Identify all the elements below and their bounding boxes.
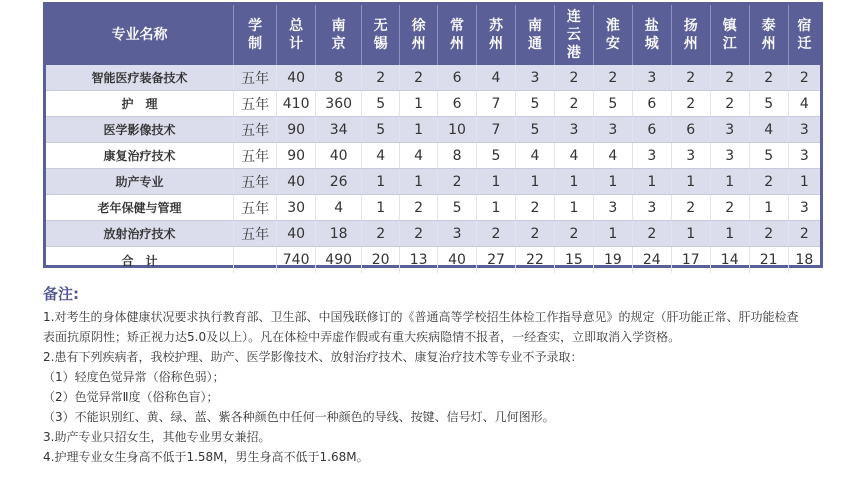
table-cell: 2 bbox=[710, 65, 749, 91]
header-major-name: 专业名称 bbox=[46, 5, 234, 65]
major-name-cell: 老年保健与管理 bbox=[46, 195, 234, 221]
table-cell: 1 bbox=[788, 169, 820, 195]
note-line: 表面抗原阴性；矫正视力达5.0及以上）。凡在体检中弄虚作假或有重大疾病隐情不报者，一经查实，立即取消入学资格。 bbox=[43, 330, 681, 344]
table-cell: 5 bbox=[515, 117, 554, 143]
table-cell: 3 bbox=[710, 143, 749, 169]
table-cell: 3 bbox=[593, 195, 632, 221]
total-cell: 490 bbox=[316, 247, 362, 274]
total-cell: 17 bbox=[671, 247, 710, 274]
table-cell: 6 bbox=[632, 117, 671, 143]
table-cell: 五年 bbox=[234, 65, 277, 91]
table-cell: 40 bbox=[277, 65, 316, 91]
table-cell: 4 bbox=[593, 143, 632, 169]
table-cell: 7 bbox=[477, 91, 516, 117]
table-cell: 3 bbox=[515, 65, 554, 91]
table-cell: 五年 bbox=[234, 117, 277, 143]
table-row bbox=[46, 117, 820, 143]
table-cell: 五年 bbox=[234, 143, 277, 169]
major-name-cell: 护 理 bbox=[46, 91, 234, 117]
table-cell: 1 bbox=[554, 195, 593, 221]
header-column: 徐 州 bbox=[400, 5, 438, 65]
table-row bbox=[46, 143, 820, 169]
table-cell: 3 bbox=[438, 221, 477, 247]
table-cell: 4 bbox=[554, 143, 593, 169]
table-cell: 4 bbox=[788, 91, 820, 117]
table-cell: 8 bbox=[316, 65, 362, 91]
major-name-cell: 助产专业 bbox=[46, 169, 234, 195]
table-cell: 1 bbox=[400, 169, 438, 195]
table-row bbox=[46, 65, 820, 91]
table-cell: 2 bbox=[710, 195, 749, 221]
total-cell: 18 bbox=[795, 252, 814, 268]
table-cell: 1 bbox=[554, 169, 593, 195]
header-column: 南 京 bbox=[316, 5, 362, 65]
table-cell: 4 bbox=[515, 143, 554, 169]
total-cell: 21 bbox=[749, 247, 788, 274]
header-column: 盐 城 bbox=[632, 5, 671, 65]
table-cell: 2 bbox=[671, 195, 710, 221]
table-cell: 2 bbox=[477, 221, 516, 247]
table-cell: 2 bbox=[632, 221, 671, 247]
table-cell: 5 bbox=[362, 91, 400, 117]
total-cell: 14 bbox=[710, 247, 749, 274]
table-cell: 30 bbox=[277, 195, 316, 221]
table-cell: 2 bbox=[593, 65, 632, 91]
table-cell: 2 bbox=[438, 169, 477, 195]
table-cell: 1 bbox=[400, 117, 438, 143]
table-cell: 3 bbox=[554, 117, 593, 143]
table-cell: 3 bbox=[671, 143, 710, 169]
table-cell: 2 bbox=[400, 221, 438, 247]
table-cell: 2 bbox=[749, 221, 788, 247]
total-cell: 15 bbox=[554, 247, 593, 274]
enrollment-table-frame bbox=[43, 2, 823, 268]
table-cell: 5 bbox=[477, 143, 516, 169]
table-cell: 2 bbox=[400, 65, 438, 91]
header-column: 学 制 bbox=[234, 5, 277, 65]
table-cell: 1 bbox=[710, 221, 749, 247]
table-cell: 4 bbox=[316, 195, 362, 221]
note-line: （1）轻度色觉异常（俗称色弱）； bbox=[43, 370, 225, 384]
table-cell: 2 bbox=[362, 65, 400, 91]
table-cell: 3 bbox=[632, 195, 671, 221]
note-line: 4.护理专业女生身高不低于1.58M，男生身高不低于1.68M。 bbox=[43, 450, 369, 464]
table-cell: 5 bbox=[438, 195, 477, 221]
table-cell: 5 bbox=[362, 117, 400, 143]
note-line: （3）不能识别红、黄、绿、蓝、紫各种颜色中任何一种颜色的导线、按键、信号灯、几何图形。 bbox=[43, 410, 555, 424]
total-cell: 13 bbox=[400, 247, 438, 274]
table-cell: 6 bbox=[438, 91, 477, 117]
table-cell: 五年 bbox=[234, 91, 277, 117]
table-row bbox=[46, 221, 820, 247]
total-cell: 27 bbox=[477, 247, 516, 274]
table-cell: 1 bbox=[593, 221, 632, 247]
total-cell: 40 bbox=[438, 247, 477, 274]
table-cell: 10 bbox=[438, 117, 477, 143]
table-cell: 2 bbox=[749, 65, 788, 91]
table-cell: 4 bbox=[400, 143, 438, 169]
table-cell: 2 bbox=[671, 65, 710, 91]
table-cell: 1 bbox=[400, 91, 438, 117]
table-cell: 3 bbox=[632, 65, 671, 91]
header-column: 泰 州 bbox=[749, 5, 788, 65]
table-cell: 40 bbox=[316, 143, 362, 169]
table-header-row bbox=[46, 5, 820, 65]
enrollment-plan-table bbox=[46, 5, 820, 273]
table-cell: 2 bbox=[671, 91, 710, 117]
table-cell: 90 bbox=[277, 143, 316, 169]
table-cell: 5 bbox=[593, 91, 632, 117]
total-cell: 740 bbox=[277, 247, 316, 274]
notes-lines bbox=[43, 307, 843, 467]
table-cell: 3 bbox=[788, 195, 820, 221]
table-row bbox=[46, 91, 820, 117]
total-cell: 24 bbox=[632, 247, 671, 274]
table-cell: 6 bbox=[632, 91, 671, 117]
table-cell: 4 bbox=[362, 143, 400, 169]
total-label: 合 计 bbox=[46, 247, 234, 274]
total-cell bbox=[234, 247, 277, 274]
table-cell: 2 bbox=[710, 91, 749, 117]
total-cell: 22 bbox=[515, 247, 554, 274]
major-name-cell: 医学影像技术 bbox=[46, 117, 234, 143]
header-column: 总 计 bbox=[277, 5, 316, 65]
total-cell: 20 bbox=[362, 247, 400, 274]
table-cell: 1 bbox=[593, 169, 632, 195]
table-cell: 2 bbox=[554, 91, 593, 117]
table-cell: 2 bbox=[515, 221, 554, 247]
table-row bbox=[46, 169, 820, 195]
table-cell: 6 bbox=[438, 65, 477, 91]
table-cell: 2 bbox=[362, 221, 400, 247]
notes-section bbox=[43, 285, 843, 467]
table-cell: 2 bbox=[400, 195, 438, 221]
table-cell: 5 bbox=[515, 91, 554, 117]
table-cell: 5 bbox=[749, 91, 788, 117]
table-cell: 26 bbox=[316, 169, 362, 195]
table-cell: 1 bbox=[710, 169, 749, 195]
total-cell: 19 bbox=[593, 247, 632, 274]
table-cell: 34 bbox=[316, 117, 362, 143]
table-cell: 五年 bbox=[234, 169, 277, 195]
table-cell: 4 bbox=[749, 117, 788, 143]
table-cell: 5 bbox=[749, 143, 788, 169]
table-cell: 1 bbox=[671, 221, 710, 247]
table-cell: 3 bbox=[788, 143, 820, 169]
total-row bbox=[46, 247, 820, 274]
header-column: 淮 安 bbox=[593, 5, 632, 65]
header-column: 镇 江 bbox=[710, 5, 749, 65]
table-cell: 2 bbox=[749, 169, 788, 195]
table-cell: 1 bbox=[477, 169, 516, 195]
table-cell: 1 bbox=[632, 169, 671, 195]
major-name-cell: 放射治疗技术 bbox=[46, 221, 234, 247]
table-cell: 3 bbox=[710, 117, 749, 143]
table-cell: 40 bbox=[277, 169, 316, 195]
major-name-cell: 智能医疗装备技术 bbox=[46, 65, 234, 91]
header-column: 南 通 bbox=[515, 5, 554, 65]
table-cell: 五年 bbox=[234, 221, 277, 247]
major-name-cell: 康复治疗技术 bbox=[46, 143, 234, 169]
table-cell: 3 bbox=[632, 143, 671, 169]
note-line: 3.助产专业只招女生，其他专业男女兼招。 bbox=[43, 430, 271, 444]
table-row bbox=[46, 195, 820, 221]
header-column: 连 云 港 bbox=[554, 5, 593, 65]
table-cell: 1 bbox=[515, 169, 554, 195]
table-cell: 8 bbox=[438, 143, 477, 169]
table-cell: 2 bbox=[788, 221, 820, 247]
table-cell: 3 bbox=[593, 117, 632, 143]
header-column: 常 州 bbox=[438, 5, 477, 65]
header-column: 无 锡 bbox=[362, 5, 400, 65]
table-cell: 4 bbox=[477, 65, 516, 91]
table-cell: 2 bbox=[515, 195, 554, 221]
note-line: 1.对考生的身体健康状况要求执行教育部、卫生部、中国残联修订的《普通高等学校招生体检工作指导意见》的规定（肝功能正常、肝功能检查 bbox=[43, 310, 799, 324]
table-cell: 1 bbox=[362, 195, 400, 221]
table-cell: 6 bbox=[671, 117, 710, 143]
table-cell: 410 bbox=[277, 91, 316, 117]
table-cell: 1 bbox=[749, 195, 788, 221]
header-column: 苏 州 bbox=[477, 5, 516, 65]
table-body bbox=[46, 65, 820, 273]
table-cell: 2 bbox=[788, 65, 820, 91]
table-cell: 3 bbox=[788, 117, 820, 143]
table-cell: 40 bbox=[277, 221, 316, 247]
header-column: 宿 迁 bbox=[788, 5, 820, 65]
table-cell: 1 bbox=[671, 169, 710, 195]
notes-title: 备注: bbox=[43, 285, 79, 303]
table-cell: 五年 bbox=[234, 195, 277, 221]
table-cell: 360 bbox=[316, 91, 362, 117]
table-cell: 7 bbox=[477, 117, 516, 143]
table-cell: 2 bbox=[554, 65, 593, 91]
header-column: 扬 州 bbox=[671, 5, 710, 65]
note-line: （2）色觉异常Ⅱ度（俗称色盲）； bbox=[43, 390, 219, 404]
note-line: 2.患有下列疾病者，我校护理、助产、医学影像技术、放射治疗技术、康复治疗技术等专业不予录取： bbox=[43, 350, 583, 364]
table-cell: 1 bbox=[477, 195, 516, 221]
table-cell: 18 bbox=[316, 221, 362, 247]
table-cell: 2 bbox=[554, 221, 593, 247]
table-cell: 1 bbox=[362, 169, 400, 195]
table-cell: 90 bbox=[277, 117, 316, 143]
